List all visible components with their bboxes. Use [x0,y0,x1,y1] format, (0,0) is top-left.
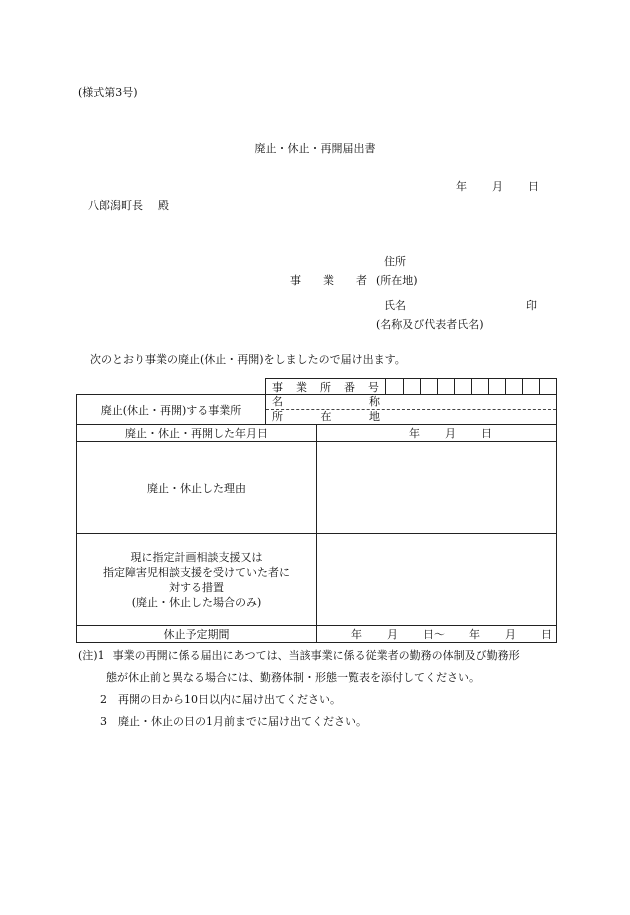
blank-cell [77,379,266,395]
office-number-digit-box[interactable] [455,379,472,394]
office-number-digit-box[interactable] [523,379,540,394]
period-year-2: 年 [469,627,480,641]
office-number-digit-box[interactable] [438,379,455,394]
note-2: 2 再開の日から10日以内に届け出てください。 [100,693,341,706]
period-month-1: 月 [387,627,398,641]
office-location-field[interactable] [266,410,556,424]
office-number-digit-box[interactable] [421,379,438,394]
note-1-line-2: 態が休止前と異なる場合には、勤務体制・形態一覧表を添付してください。 [106,671,480,684]
date-day: 日 [528,180,539,193]
office-number-char: 業 [296,381,307,394]
office-number-digit-box[interactable] [472,379,489,394]
date-field-year: 年 [409,426,420,440]
measures-line: (廃止・休止した場合のみ) [131,595,262,609]
office-number-char: 所 [320,381,331,394]
honorific: 殿 [158,199,169,212]
date-field-day: 日 [481,426,492,440]
office-name-char: 称 [369,395,380,408]
measures-field[interactable] [317,534,557,626]
office-location-char: 地 [369,410,380,423]
seal-mark: 印 [526,299,537,312]
note-3: 3 廃止・休止の日の1月前までに届け出てください。 [100,715,367,728]
measures-label [77,534,317,626]
date-month: 月 [492,180,503,193]
office-name-char: 名 [272,395,283,408]
period-label: 休止予定期間 [77,626,317,643]
notification-table [76,378,557,643]
period-field[interactable] [317,626,557,643]
measures-line: 指定障害児相談支援を受けていた者に [103,565,290,579]
period-month-2: 月 [505,627,516,641]
office-number-digit-box[interactable] [404,379,421,394]
note-1 [78,645,520,667]
applicant-business-label: 事 業 者 [290,274,367,287]
date-field-month: 月 [445,426,456,440]
office-name-label [266,395,386,409]
date-year: 年 [456,180,467,193]
note-1-line-1: 事業の再開に係る届出にあつては、当該事業に係る従業者の勤務の体制及び勤務形 [112,649,520,662]
date-field[interactable] [317,425,557,442]
office-location-char: 所 [272,410,283,423]
representative-label: (名称及び代表者氏名) [376,318,484,331]
office-number-char: 番 [344,381,355,394]
office-number-label [266,379,385,395]
page-title: 廃止・休止・再開届出書 [254,142,376,155]
office-number-label-cell [266,379,386,394]
office-number-row [266,379,557,395]
office-number-digit-box[interactable] [489,379,506,394]
office-name-field[interactable] [266,395,556,410]
note-1-prefix: (注)1 [78,649,105,662]
period-year-1: 年 [351,627,362,641]
date-label: 廃止・休止・再開した年月日 [77,425,317,442]
office-number-digit-box[interactable] [506,379,523,394]
office-location-label [266,410,386,424]
office-number-char: 事 [272,381,283,394]
applicant-address-label: 住所 [384,255,406,268]
reason-field[interactable] [317,442,557,534]
applicant-location-label: (所在地) [376,274,418,287]
reason-label: 廃止・休止した理由 [77,442,317,534]
form-number: (様式第3号) [78,86,138,99]
period-day-2: 日 [541,627,552,641]
intro-text: 次のとおり事業の廃止(休止・再開)をしましたので届け出ます。 [90,353,406,366]
office-number-char: 号 [368,381,379,394]
office-number-digit-box[interactable] [540,379,556,394]
office-name-location-cell [266,395,557,425]
period-day-1: 日〜 [423,627,445,641]
applicant-name-label: 氏名 [384,299,406,312]
measures-line: 対する措置 [169,580,224,594]
office-number-digit-box[interactable] [386,379,404,394]
measures-line: 現に指定計画相談支援又は [130,550,263,564]
notes [78,645,520,733]
office-location-char: 在 [320,410,332,423]
office-label: 廃止(休止・再開)する事業所 [77,395,266,425]
addressee: 八郎潟町長 [88,199,143,212]
